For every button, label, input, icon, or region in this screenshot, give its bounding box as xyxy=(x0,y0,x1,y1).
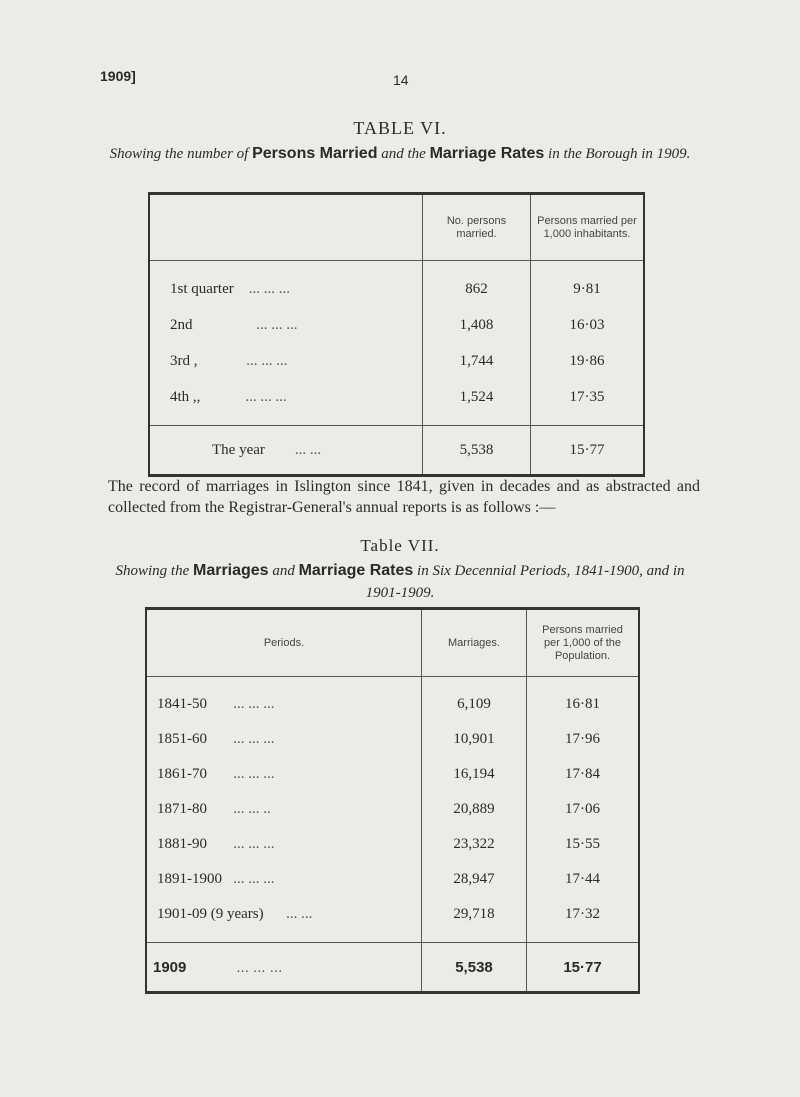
row-marriages: 23,322 xyxy=(422,827,527,862)
table-row xyxy=(149,307,644,343)
row-label: 1841-50 ... ... ... xyxy=(157,696,275,712)
row-marriages: 6,109 xyxy=(422,677,527,723)
table6-total-row xyxy=(149,426,644,476)
row-rate: 17·96 xyxy=(527,722,640,757)
table6-subtitle-pre: Showing the number of xyxy=(109,146,249,162)
row-marriages: 16,194 xyxy=(422,757,527,792)
table7-subtitle xyxy=(100,560,700,604)
row-rate: 15·55 xyxy=(527,827,640,862)
table-row xyxy=(146,827,639,862)
row-rate: 9·81 xyxy=(531,261,645,308)
table7-title: Table VII. xyxy=(360,536,440,555)
table7 xyxy=(145,607,640,994)
page-number: 14 xyxy=(393,72,409,88)
row-married: 1,408 xyxy=(423,307,531,343)
row-rate: 17·84 xyxy=(527,757,640,792)
table6-subtitle xyxy=(100,142,700,166)
table6-col-rate: Persons married per 1,000 inhabitants. xyxy=(531,194,645,261)
table7-col-rate: Persons married per 1,000 of the Population. xyxy=(527,609,640,677)
table6-col-label xyxy=(149,194,423,261)
intro-paragraph: The record of marriages in Islington since 1841, given in decades and as abstracted and collected from the Registrar-General's annual reports is as follows :— xyxy=(108,478,700,516)
row-rate: 17·44 xyxy=(527,862,640,897)
total-rate: 15·77 xyxy=(527,943,640,993)
row-rate: 16·81 xyxy=(527,677,640,723)
row-marriages: 28,947 xyxy=(422,862,527,897)
row-label: 1891-1900 ... ... ... xyxy=(157,871,275,887)
total-label: 1909 ... ... ... xyxy=(153,958,283,976)
row-label: 4th ,, ... ... ... xyxy=(149,379,423,426)
table6-title: TABLE VI. xyxy=(353,118,447,138)
table-row xyxy=(149,379,644,426)
row-label: 1861-70 ... ... ... xyxy=(157,766,275,782)
table-row xyxy=(146,722,639,757)
table7-subtitle-pre: Showing the xyxy=(115,563,190,579)
table7-subtitle-bold1: Marriages xyxy=(192,562,269,579)
table7-col-periods: Periods. xyxy=(146,609,422,677)
row-rate: 17·35 xyxy=(531,379,645,426)
row-rate: 17·32 xyxy=(527,897,640,943)
row-rate: 19·86 xyxy=(531,343,645,379)
row-label: 1st quarter ... ... ... xyxy=(170,280,290,297)
table7-total-row xyxy=(146,943,639,993)
table6-subtitle-bold2: Marriage Rates xyxy=(429,145,545,162)
row-married: 1,744 xyxy=(423,343,531,379)
table6-subtitle-mid: and the xyxy=(381,146,426,162)
row-married: 1,524 xyxy=(423,379,531,426)
table6 xyxy=(148,192,645,477)
row-label: 2nd ... ... ... xyxy=(170,316,298,333)
table-row xyxy=(146,757,639,792)
row-rate: 17·06 xyxy=(527,792,640,827)
table6-header-row xyxy=(149,194,644,261)
table6-subtitle-bold1: Persons Married xyxy=(252,145,378,162)
row-label: 1901-09 (9 years) ... ... xyxy=(146,897,422,943)
table7-subtitle-bold2: Marriage Rates xyxy=(298,562,414,579)
page-header xyxy=(0,68,800,98)
table-row xyxy=(146,897,639,943)
header-year: 1909] xyxy=(100,68,136,84)
row-label: 1851-60 ... ... ... xyxy=(157,731,275,747)
table-row xyxy=(149,343,644,379)
row-label: 1871-80 ... ... .. xyxy=(157,801,271,817)
table7-subtitle-mid: and xyxy=(272,563,295,579)
table-row xyxy=(146,792,639,827)
row-label: 3rd , ... ... ... xyxy=(170,352,288,369)
total-married: 5,538 xyxy=(423,426,531,476)
row-marriages: 10,901 xyxy=(422,722,527,757)
table7-col-marriages: Marriages. xyxy=(422,609,527,677)
row-marriages: 20,889 xyxy=(422,792,527,827)
row-married: 862 xyxy=(423,261,531,308)
table6-subtitle-post: in the Borough in 1909. xyxy=(548,146,691,162)
table-row xyxy=(146,677,639,723)
row-label: 1881-90 ... ... ... xyxy=(157,836,275,852)
total-rate: 15·77 xyxy=(531,426,645,476)
row-marriages: 29,718 xyxy=(422,897,527,943)
total-marriages: 5,538 xyxy=(422,943,527,993)
table6-col-married: No. persons married. xyxy=(423,194,531,261)
table7-subtitle-post: in Six Decennial Periods, 1841-1900, and in 1901-1909. xyxy=(365,563,685,601)
table-row xyxy=(146,862,639,897)
table-row xyxy=(149,261,644,308)
table7-header-row xyxy=(146,609,639,677)
total-label: The year ... ... xyxy=(212,441,322,458)
row-rate: 16·03 xyxy=(531,307,645,343)
